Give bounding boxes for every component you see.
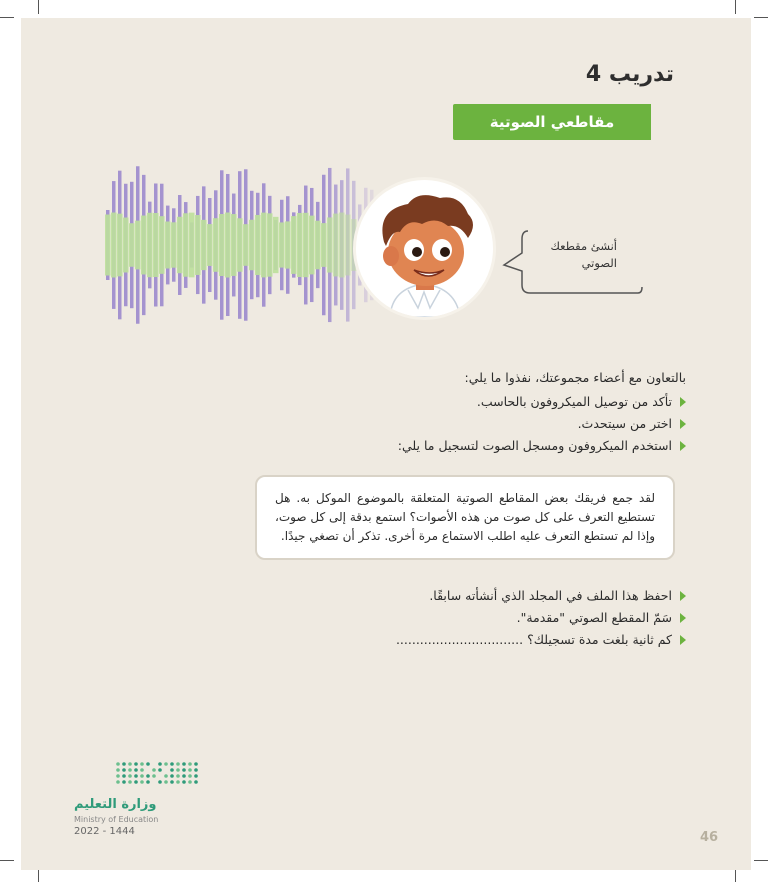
logo-dot: [140, 780, 144, 784]
wave-bar-inner: [129, 223, 135, 267]
logo-dot: [128, 774, 132, 778]
wave-bar-inner: [213, 218, 219, 272]
logo-dot: [140, 768, 144, 772]
logo-dot: [188, 774, 192, 778]
wave-bar-inner: [135, 221, 141, 270]
wave-bar-inner: [111, 213, 117, 278]
wave-bar-inner: [207, 224, 213, 266]
crop-mark: [754, 17, 768, 18]
wave-bar-inner: [117, 214, 123, 277]
logo-dot: [188, 780, 192, 784]
logo-dot: [116, 774, 120, 778]
wave-bar-inner: [279, 222, 285, 267]
logo-dot: [122, 762, 126, 766]
logo-dot: [116, 762, 120, 766]
logo-dot: [146, 762, 150, 766]
crop-mark: [0, 860, 14, 861]
bullet-arrow-icon: [680, 397, 686, 407]
wave-bar-inner: [153, 213, 159, 277]
bullet-arrow-icon: [680, 635, 686, 645]
wave-bar-inner: [201, 220, 207, 270]
list-item: استخدم الميكروفون ومسجل الصوت لتسجيل ما يلي:: [398, 435, 686, 457]
wave-bar-inner: [345, 215, 351, 276]
logo-dot: [170, 780, 174, 784]
wave-bar-inner: [297, 213, 303, 277]
wave-bar-inner: [189, 213, 195, 278]
logo-dot: [128, 762, 132, 766]
bullet-arrow-icon: [680, 419, 686, 429]
logo-dot: [134, 774, 138, 778]
wave-bar-inner: [159, 216, 165, 274]
logo-dot: [164, 780, 168, 784]
logo-dot: [176, 768, 180, 772]
logo-dot: [152, 774, 156, 778]
wave-bar-inner: [165, 222, 171, 269]
wave-bar-inner: [321, 223, 327, 267]
logo-dot: [134, 762, 138, 766]
logo-dot: [194, 774, 198, 778]
logo-dot: [122, 780, 126, 784]
list-item: احفظ هذا الملف في المجلد الذي أنشأته سابقًا.: [396, 585, 686, 607]
logo-dot: [188, 762, 192, 766]
logo-dot: [164, 774, 168, 778]
wave-bar-inner: [243, 224, 249, 266]
page-title: تدريب 4: [585, 62, 674, 87]
wave-bar-inner: [285, 221, 291, 268]
logo-dot: [158, 762, 162, 766]
wave-bar-inner: [123, 218, 129, 273]
crop-mark: [38, 0, 39, 14]
logo-dot: [122, 768, 126, 772]
logo-dot: [182, 774, 186, 778]
edition-year: 2022 - 1444: [74, 826, 135, 837]
logo-dot: [194, 762, 198, 766]
wave-bar-inner: [267, 213, 273, 276]
speech-bubble-text: أنشئ مقطعك الصوتي: [550, 239, 617, 271]
bullet-arrow-icon: [680, 591, 686, 601]
logo-dot: [176, 774, 180, 778]
logo-dot: [170, 774, 174, 778]
ministry-name-arabic: وزارة التعليم: [74, 797, 157, 812]
logo-dot: [182, 768, 186, 772]
logo-dot: [158, 768, 162, 772]
wave-bar-inner: [219, 214, 225, 276]
ministry-name-english: Ministry of Education: [74, 815, 159, 824]
steps-list-bottom: [396, 585, 686, 651]
bullet-arrow-icon: [680, 613, 686, 623]
wave-bar-inner: [105, 214, 111, 275]
wave-bar-inner: [291, 216, 297, 274]
logo-dot: [116, 780, 120, 784]
note-box: لقد جمع فريقك بعض المقاطع الصوتية المتعلقة بالموضوع الموكل به. هل تستطيع التعرف على كل صوت من هذه الأصوات؟ استمع بدقة إلى كل صوت، وإذا لم تستطع التعرف عليه اطلب الاستماع مرة أخرى. تذكر أن تصغي جيدًا.: [255, 475, 675, 560]
list-item: سَمّ المقطع الصوتي "مقدمة".: [396, 607, 686, 629]
wave-bar-inner: [261, 213, 267, 278]
crop-mark: [735, 868, 736, 882]
crop-mark: [0, 17, 14, 18]
logo-dot: [194, 780, 198, 784]
crop-mark: [754, 860, 768, 861]
wave-bar-inner: [327, 217, 333, 272]
logo-dot: [146, 780, 150, 784]
ministry-logo-icon: [114, 760, 204, 790]
wave-bar-inner: [195, 215, 201, 275]
bullet-arrow-icon: [680, 441, 686, 451]
logo-dot: [146, 774, 150, 778]
logo-dot: [152, 768, 156, 772]
list-item: كم ثانية بلغت مدة تسجيلك؟ ................................: [396, 629, 686, 651]
wave-bar-inner: [177, 217, 183, 273]
logo-dot: [182, 762, 186, 766]
wave-bar-inner: [147, 213, 153, 277]
logo-dot: [170, 762, 174, 766]
logo-dot: [182, 780, 186, 784]
instructions-intro: بالتعاون مع أعضاء مجموعتك، نفذوا ما يلي:: [464, 370, 686, 385]
wave-bar-inner: [303, 213, 309, 277]
logo-dot: [140, 774, 144, 778]
logo-dot: [134, 768, 138, 772]
logo-dot: [134, 780, 138, 784]
logo-dot: [188, 768, 192, 772]
wave-bar-inner: [249, 220, 255, 271]
page-number: 46: [700, 830, 719, 845]
wave-bar-inner: [183, 213, 189, 276]
logo-dot: [176, 762, 180, 766]
avatar: [356, 180, 493, 317]
logo-dot: [170, 768, 174, 772]
logo-dot: [116, 768, 120, 772]
list-item: تأكد من توصيل الميكروفون بالحاسب.: [398, 391, 686, 413]
wave-bar-inner: [231, 214, 237, 276]
wave-bar-inner: [309, 216, 315, 275]
wave-bar-inner: [237, 218, 243, 271]
section-banner: مقاطعي الصوتية: [453, 104, 651, 140]
wave-bar-inner: [141, 216, 147, 275]
logo-dot: [140, 762, 144, 766]
wave-bar-inner: [273, 217, 279, 273]
logo-dot: [128, 780, 132, 784]
crop-mark: [38, 868, 39, 882]
logo-dot: [158, 780, 162, 784]
wave-bar-inner: [315, 221, 321, 270]
logo-dot: [128, 768, 132, 772]
crop-mark: [735, 0, 736, 14]
boy-character-icon: [356, 180, 493, 317]
wave-bar-inner: [255, 215, 261, 275]
wave-bar-inner: [333, 214, 339, 277]
wave-bar-inner: [171, 222, 177, 267]
wave-bar-inner: [225, 213, 231, 278]
steps-list-top: [398, 391, 686, 457]
logo-dot: [164, 762, 168, 766]
logo-dot: [122, 774, 126, 778]
logo-dot: [194, 768, 198, 772]
wave-bar-inner: [339, 213, 345, 278]
list-item: اختر من سيتحدث.: [398, 413, 686, 435]
logo-dot: [176, 780, 180, 784]
sound-wave-illustration: [100, 150, 380, 340]
